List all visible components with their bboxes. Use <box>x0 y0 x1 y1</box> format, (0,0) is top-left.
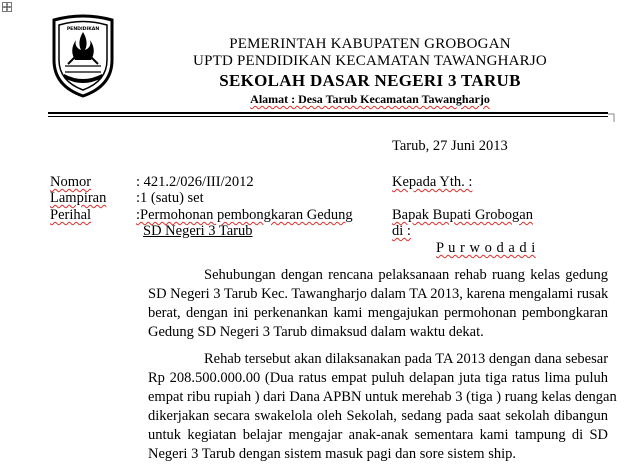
recipient-city: P u r w o d a d i <box>436 240 536 256</box>
paragraph-line: dikerjakan secara swakelola oleh Sekolah, sedang pada saat sekolah dibangun <box>148 408 608 424</box>
paragraph-line: untuk kegiatan belajar mengajar anak-anak sementara kami tampung di SD <box>148 427 608 443</box>
text-boundary-corner-icon <box>608 108 622 122</box>
lampiran-value: :1 (satu) set <box>136 190 204 206</box>
body-paragraph-1 <box>148 266 608 342</box>
paragraph-line: empat ribu rupiah ) dari Dana APBN untuk merehab 3 (tiga ) ruang kelas dengan <box>148 389 617 405</box>
paragraph-line: Rehab tersebut akan dilaksanakan pada TA 2013 dengan dana sebesar <box>204 351 609 367</box>
paragraph-line: Negeri 3 Tarub dengan sistem masuk pagi dan sore sistem ship. <box>148 446 516 462</box>
perihal-value-line2: SD Negeri 3 Tarub <box>143 223 253 239</box>
body-paragraph-2 <box>148 350 617 464</box>
svg-text:PENDIDIKAN: PENDIDIKAN <box>66 27 100 32</box>
paragraph-line: Sehubungan dengan rencana pelaksanaan rehab ruang kelas gedung <box>204 267 608 283</box>
paragraph-line: Rp 208.500.000.00 (Dua ratus empat puluh delapan juta tiga ratus lima puluh <box>148 370 608 386</box>
nomor-label: Nomor <box>50 174 92 190</box>
perihal-value-line1: :Permohonan pembongkaran Gedung <box>136 207 353 223</box>
paragraph-line: berat, dengan ini perkenankan kami mengajukan permohonan pembongkaran <box>148 305 608 321</box>
paragraph-line: Gedung SD Negeri 3 Tarub dimaksud dalam waktu dekat. <box>148 324 484 340</box>
letterhead-government: PEMERINTAH KABUPATEN GROBOGAN <box>229 36 511 52</box>
table-move-handle-icon[interactable] <box>2 2 12 12</box>
lampiran-label: Lampiran <box>50 190 107 206</box>
letterhead-rule-thin <box>48 116 608 117</box>
perihal-label: Perihal <box>50 207 92 223</box>
letter-date: Tarub, 27 Juni 2013 <box>392 138 508 154</box>
letterhead-school-name: SEKOLAH DASAR NEGERI 3 TARUB <box>219 71 521 90</box>
nomor-value: : 421.2/026/III/2012 <box>136 174 254 190</box>
letterhead-rule-thick <box>48 112 608 114</box>
letterhead-address: Alamat : Desa Tarub Kecamatan Tawangharjo <box>250 92 490 106</box>
recipient-bupati: Bapak Bupati Grobogan <box>392 207 533 223</box>
recipient-di: di : <box>392 223 411 239</box>
school-crest-logo <box>50 14 116 98</box>
paragraph-line: SD Negeri 3 Tarub Kec. Tawangharjo dalam TA 2013, karena mengalami rusak <box>148 286 609 302</box>
letterhead-uptd: UPTD PENDIDIKAN KECAMATAN TAWANGHARJO <box>193 53 547 69</box>
recipient-kepada: Kepada Yth. : <box>392 174 473 190</box>
